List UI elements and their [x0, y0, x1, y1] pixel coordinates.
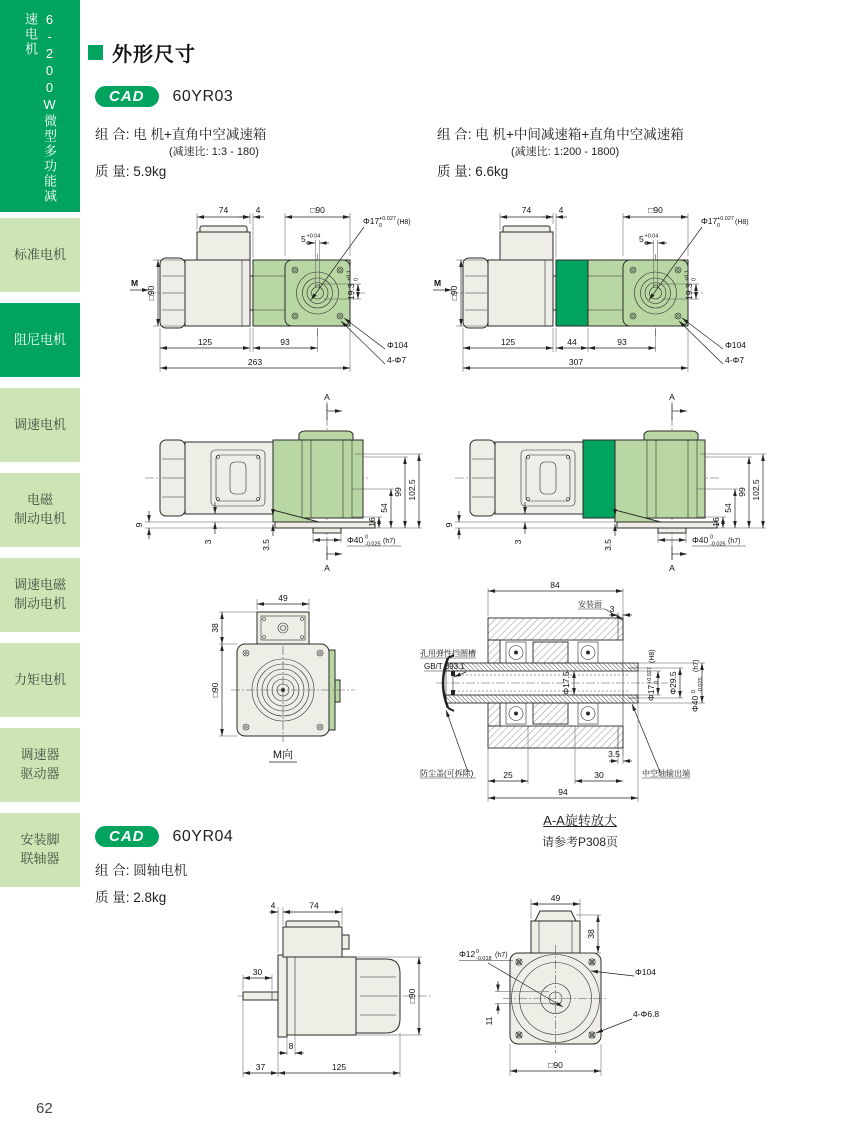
dim-phi12-sup: 0 [476, 949, 480, 955]
dim-5-sup: +0.04 [644, 233, 659, 240]
cad-badge[interactable]: CAD [95, 826, 159, 847]
dim-4-phi6-8: 4-Φ6.8 [633, 1009, 660, 1019]
gearbox-geometry [588, 260, 688, 326]
motor-geometry [463, 226, 556, 328]
green-square-bullet-icon [88, 45, 103, 60]
combo-label: 组 合: [437, 127, 472, 142]
combo-value: 电 机+直角中空减速箱 [133, 127, 267, 142]
snap-ring-groove-label: 孔用弹性挡圈槽 [420, 649, 476, 658]
sidebar-item-standard-motor[interactable] [0, 218, 80, 292]
drawing-60yr03-aa-section [418, 576, 728, 808]
dim-93: 93 [280, 337, 290, 347]
weight-label: 质 量: [437, 164, 472, 180]
model-number: 60YR04 [172, 827, 234, 845]
dim-5-sup: +0.04 [306, 233, 321, 240]
dim-263: 263 [247, 357, 263, 367]
dim-16: 16 [367, 517, 377, 527]
dim-3-5: 3.5 [603, 539, 613, 551]
dim-54: 54 [723, 503, 733, 513]
dim-phi12: Φ12 [459, 949, 476, 959]
dim-99: 99 [737, 487, 747, 497]
dim-phi40-fit: (h7) [728, 538, 741, 545]
combo-label: 组 合: [95, 863, 130, 878]
dim-94: 94 [558, 787, 568, 797]
cad-model-row-1 [95, 86, 233, 107]
dim-16: 16 [711, 517, 721, 527]
weight-value: 2.8kg [133, 890, 167, 906]
dim-4-phi7: 4-Φ7 [725, 355, 745, 365]
motor-geometry [470, 440, 583, 516]
dim-3: 3 [609, 604, 615, 614]
sidebar-item-label: 阻尼电机 [13, 331, 66, 347]
hollow-shaft-output-label: 中空轴输出端 [642, 769, 690, 778]
model-number: 60YR03 [172, 87, 234, 105]
dim-38: 38 [586, 929, 596, 939]
dim-102-5: 102.5 [751, 479, 761, 501]
sidebar-item-label: 联轴器 [20, 851, 60, 866]
dim-74: 74 [309, 900, 319, 911]
dim-phi17: Φ17 [701, 216, 718, 226]
gearbox-geometry [273, 431, 375, 533]
dim-phi104: Φ104 [725, 340, 746, 350]
ratio-note: (减速比: 1:200 - 1800) [511, 146, 620, 159]
dim-sq90-left: □90 [146, 285, 156, 301]
sidebar-item-torque-motor[interactable] [0, 643, 80, 717]
dim-phi17-fit: (H8) [735, 219, 749, 226]
dim-phi17-sup: +0.027 [379, 216, 396, 222]
sidebar-item-label: 力矩电机 [13, 671, 66, 687]
svg-text:0: 0 [691, 277, 698, 281]
snap-ring-standard-label: GB/T 893.1 [424, 662, 465, 671]
dim-phi40: Φ40 [692, 535, 709, 545]
dim-74: 74 [218, 205, 229, 215]
aa-caption-ref[interactable]: 请参考P308页 [541, 835, 619, 849]
dim-102-5: 102.5 [407, 479, 417, 501]
dim-phi40-sup: 0 [365, 534, 369, 541]
section-a-bottom-label: A [324, 563, 330, 573]
svg-text:+0.1: +0.1 [346, 270, 353, 281]
dim-30: 30 [252, 967, 263, 977]
dim-30: 30 [594, 770, 604, 780]
section-a-top-label: A [324, 392, 330, 402]
sidebar-series-banner [0, 0, 80, 212]
dim-74: 74 [521, 205, 532, 215]
dim-phi104: Φ104 [387, 340, 408, 350]
dim-phi12-sub: -0.018 [476, 956, 492, 962]
housing-geometry [488, 614, 623, 756]
drawing-60yr03-top-combo1 [125, 390, 430, 575]
sidebar-item-speed-motor[interactable] [0, 388, 80, 462]
dim-99: 99 [393, 487, 403, 497]
svg-text:+0.027: +0.027 [647, 667, 653, 684]
dim-84: 84 [550, 580, 560, 590]
spec-block-right [437, 126, 684, 181]
cad-model-row-2 [95, 826, 233, 847]
dim-3: 3 [203, 539, 213, 545]
spec-block-2 [95, 862, 187, 907]
sidebar-item-label: 电磁 [26, 492, 53, 508]
dim-phi17-sub: 0 [379, 223, 383, 229]
weight-label: 质 量: [95, 164, 130, 180]
dim-4: 4 [270, 900, 276, 911]
gearbox-geometry [615, 431, 717, 533]
sidebar-item-label: 调速电磁 [13, 577, 66, 593]
gearbox-geometry [253, 260, 350, 326]
drawing-60yr03-side-combo1 [125, 196, 430, 391]
dim-sq90: □90 [407, 988, 417, 1004]
svg-text:0: 0 [353, 277, 360, 281]
dim-307: 307 [568, 357, 584, 367]
dim-sq90: □90 [210, 682, 220, 698]
dim-125: 125 [500, 337, 516, 347]
dim-phi104: Φ104 [635, 967, 656, 977]
drawing-60yr03-top-combo2 [435, 390, 780, 575]
page-title: 外形尺寸 [112, 44, 196, 66]
dim-49: 49 [550, 893, 561, 903]
dim-25: 25 [503, 770, 513, 780]
combo-label: 组 合: [95, 127, 130, 142]
motor-geometry [238, 921, 433, 1037]
sidebar-item-label: 制动电机 [13, 511, 66, 526]
drawing-60yr03-m-view [205, 592, 365, 772]
dim-phi17-5: Φ17.5 [561, 671, 571, 695]
sidebar-item-label: 驱动器 [20, 766, 60, 781]
dim-phi17-sub: 0 [717, 223, 721, 229]
dim-49: 49 [278, 593, 288, 603]
dim-sq90: □90 [548, 1060, 563, 1070]
drawing-60yr04-front [443, 893, 688, 1098]
dim-phi29-5: Φ29.5 [668, 671, 678, 695]
view-m-label: M [434, 278, 442, 288]
dim-9: 9 [134, 522, 144, 528]
svg-text:+0.1: +0.1 [684, 270, 691, 281]
svg-text:19.3: 19.3 [346, 283, 356, 300]
weight-value: 5.9kg [133, 164, 167, 180]
dim-phi40-sup: 0 [710, 534, 714, 541]
dim-5: 5 [301, 234, 306, 244]
dim-phi40-fit: (h7) [383, 538, 396, 545]
dim-8: 8 [288, 1041, 294, 1051]
dim-125: 125 [331, 1062, 347, 1072]
combo-value: 电 机+中间减速箱+直角中空减速箱 [475, 127, 684, 142]
dim-phi40-sub: -0.025 [365, 541, 381, 548]
drawing-60yr03-side-combo2 [428, 196, 773, 391]
dust-cover-label: 防尘盖(可拆除) [420, 769, 474, 778]
sidebar-item-em-brake-motor[interactable] [0, 473, 80, 547]
sidebar-item-label: 安装脚 [20, 832, 60, 848]
motor-geometry [160, 226, 253, 328]
m-view-caption: M向 [272, 749, 294, 761]
svg-text:0: 0 [691, 689, 697, 693]
dim-sq90: □90 [310, 205, 325, 215]
dim-5-sub: 0 [306, 241, 310, 247]
sidebar-item-damping-motor[interactable] [0, 303, 80, 377]
sidebar-item-foot-coupling[interactable] [0, 813, 80, 887]
svg-text:0: 0 [654, 680, 660, 684]
dim-93: 93 [617, 337, 627, 347]
dim-3-5: 3.5 [608, 749, 620, 759]
view-m-label: M [131, 278, 139, 288]
dim-phi40-sub: -0.025 [710, 541, 726, 548]
dim-phi40: Φ40 [347, 535, 364, 545]
motor-face-geometry [503, 945, 608, 1053]
motor-geometry [160, 440, 273, 516]
dim-4: 4 [558, 205, 564, 215]
svg-text:-0.025: -0.025 [698, 677, 704, 693]
dim-sq90: □90 [648, 205, 663, 215]
cad-badge[interactable]: CAD [95, 86, 159, 107]
hollow-shaft-geometry [436, 655, 668, 711]
dim-5-sub: 0 [644, 241, 648, 247]
weight-value: 6.6kg [475, 164, 509, 180]
dim-sq90-left: □90 [449, 285, 459, 301]
spec-block-left [95, 126, 266, 181]
page-number: 62 [36, 1100, 53, 1117]
section-a-bottom-label: A [669, 563, 675, 573]
intermediate-gearbox-geometry [583, 440, 615, 518]
dim-phi12-fit: (h7) [495, 952, 508, 959]
svg-text:Φ17: Φ17 [646, 684, 656, 701]
intermediate-gearbox-geometry [556, 260, 588, 326]
svg-text:19.3: 19.3 [684, 283, 694, 300]
series-title: 6-200W微型多功能减速电机 [23, 12, 57, 204]
mounting-face-label: 安装面 [578, 600, 602, 609]
aa-caption-title: A-A旋转放大 [543, 813, 617, 828]
drawing-60yr04-side [228, 893, 443, 1098]
weight-label: 质 量: [95, 890, 130, 906]
dim-44: 44 [567, 337, 577, 347]
aa-section-caption [500, 810, 660, 850]
dim-11: 11 [484, 1016, 494, 1026]
sidebar-item-speed-em-brake-motor[interactable] [0, 558, 80, 632]
combo-value: 圆轴电机 [133, 863, 188, 878]
dim-54: 54 [379, 503, 389, 513]
sidebar-item-label: 调速电机 [13, 416, 66, 432]
sidebar-item-label: 制动电机 [13, 596, 66, 611]
dim-4: 4 [255, 205, 261, 215]
svg-text:(H8): (H8) [649, 649, 656, 663]
dim-phi17: Φ17 [363, 216, 380, 226]
dim-4-phi7: 4-Φ7 [387, 355, 407, 365]
sidebar-item-controller-driver[interactable] [0, 728, 80, 802]
svg-text:Φ40: Φ40 [690, 695, 700, 712]
dim-phi17-sup: +0.027 [717, 216, 734, 222]
sidebar-item-label: 标准电机 [13, 246, 66, 262]
dim-3-5: 3.5 [261, 539, 271, 551]
dim-phi17-fit: (H8) [397, 219, 411, 226]
terminal-box-geometry [257, 612, 309, 644]
dim-38: 38 [210, 623, 220, 633]
sidebar-item-label: 调速器 [20, 747, 60, 763]
dim-5: 5 [639, 234, 644, 244]
dim-19-3 [346, 270, 360, 300]
dim-19-3 [684, 270, 698, 300]
svg-text:(h7): (h7) [693, 659, 700, 672]
section-title [88, 38, 196, 67]
dim-3: 3 [513, 539, 523, 545]
section-a-top-label: A [669, 392, 675, 402]
motor-face-geometry [231, 644, 355, 742]
dim-125: 125 [197, 337, 213, 347]
dim-9: 9 [444, 522, 454, 528]
dim-37: 37 [255, 1062, 266, 1072]
ratio-note: (减速比: 1:3 - 180) [169, 146, 259, 159]
